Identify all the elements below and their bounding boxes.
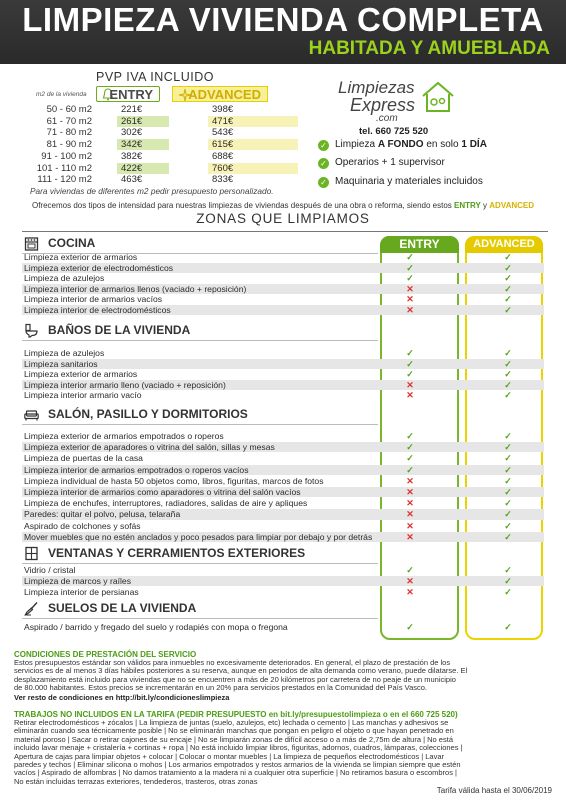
stove-icon (24, 236, 39, 251)
service-label: Limpieza de puertas de la casa (24, 453, 143, 464)
check-icon: ✓ (406, 273, 414, 284)
brand-logo: Limpiezas Express .com (338, 78, 458, 128)
check-icon: ✓ (504, 294, 512, 305)
service-row (22, 509, 544, 519)
entry-price: 422€ (117, 163, 169, 174)
check-icon: ✓ (406, 262, 414, 273)
entry-price: 342€ (117, 139, 169, 150)
service-row (22, 521, 544, 531)
service-label: Limpieza exterior de armarios empotrados o roperos (24, 431, 224, 441)
service-label: Limpieza sanitarios (24, 358, 98, 369)
toilet-icon (24, 323, 39, 338)
section-header (24, 601, 379, 616)
service-row (22, 390, 544, 400)
section-header (24, 407, 379, 422)
window-icon (24, 546, 39, 561)
check-icon: ✓ (406, 431, 414, 441)
entry-price: 463€ (121, 174, 143, 186)
advanced-column-header: ADVANCED (465, 236, 543, 253)
service-label: Limpieza interior de armarios llenos (vaciado + reposición) (24, 283, 247, 294)
service-row (22, 431, 544, 441)
advanced-price-header (172, 86, 268, 102)
section-title: SUELOS DE LA VIVIENDA (48, 601, 197, 615)
service-row (22, 498, 544, 508)
entry-price-header (96, 86, 160, 102)
cross-icon: ✕ (406, 531, 414, 542)
cross-icon: ✕ (406, 475, 414, 486)
service-row (22, 263, 544, 273)
check-circle-icon: ✓ (318, 158, 329, 169)
service-row (22, 465, 544, 475)
page-subtitle: HABITADA Y AMUEBLADA (308, 38, 550, 59)
check-icon: ✓ (504, 283, 512, 294)
service-row (22, 305, 544, 315)
advanced-price: 760€ (208, 163, 298, 174)
validity-note: Tarifa válida hasta el 30/06/2019 (436, 786, 552, 795)
service-label: Limpieza exterior de armarios (24, 252, 138, 262)
price-range: 61 - 70 m2 (46, 115, 92, 127)
intro-text: Ofrecemos dos tipos de intensidad para nuestras limpiezas de viviendas después de una obra o reforma, siendo estos ENTRY y ADVANCED (31, 201, 535, 210)
service-label: Vidrio / cristal (24, 565, 76, 575)
service-label: Limpieza interior armario vacío (24, 390, 142, 401)
entry-price: 302€ (121, 127, 143, 139)
cross-icon: ✕ (406, 305, 414, 315)
service-row (22, 273, 544, 283)
check-icon: ✓ (504, 464, 512, 475)
check-icon: ✓ (504, 262, 512, 273)
cross-icon: ✕ (406, 509, 414, 520)
check-icon: ✓ (504, 273, 512, 284)
advanced-price: 615€ (208, 139, 298, 150)
feature-item: ✓ Limpieza A FONDO en solo 1 DÍA (318, 139, 487, 151)
service-row (22, 359, 544, 369)
section-divider (22, 563, 378, 564)
service-label: Paredes: quitar el polvo, pelusa, telaraña (24, 509, 181, 520)
service-row (22, 453, 544, 463)
entry-column-header: ENTRY (380, 236, 459, 253)
house-logo-icon (420, 80, 456, 114)
service-label: Limpieza interior de armarios como aparadores o vitrina del salón vacíos (24, 487, 301, 497)
service-row (22, 476, 544, 486)
section-header (24, 546, 379, 561)
check-icon: ✓ (504, 498, 512, 509)
advanced-price: 398€ (212, 104, 234, 115)
check-icon: ✓ (406, 442, 414, 453)
check-circle-icon: ✓ (318, 177, 329, 188)
service-row (22, 565, 544, 575)
check-icon: ✓ (504, 520, 512, 531)
feature-item: ✓ Operarios + 1 supervisor (318, 157, 445, 169)
section-divider (22, 618, 378, 619)
service-label: Limpieza de enchufes, interruptores, radiadores, salidas de aire y apliques (24, 498, 308, 509)
advanced-price: 543€ (212, 127, 234, 139)
section-divider (22, 424, 378, 425)
service-label: Limpieza de azulejos (24, 273, 105, 284)
check-icon: ✓ (406, 358, 414, 369)
check-icon: ✓ (406, 622, 414, 632)
cross-icon: ✕ (406, 390, 414, 401)
service-row (22, 532, 544, 542)
service-row (22, 348, 544, 358)
service-label: Aspirado / barrido y fregado del suelo y rodapiés con mopa o fregona (24, 622, 288, 632)
conditions-link[interactable]: Ver resto de condiciones en http://bit.ly/condicioneslimpieza (14, 693, 230, 702)
service-label: Aspirado de colchones y sofás (24, 520, 141, 531)
cross-icon: ✕ (406, 294, 414, 305)
check-icon: ✓ (504, 431, 512, 441)
service-row (22, 380, 544, 390)
service-label: Limpieza interior armario lleno (vaciado + reposición) (24, 379, 226, 390)
service-row (22, 252, 544, 262)
service-label: Limpieza interior de armarios vacíos (24, 294, 163, 305)
price-note: Para viviendas de diferentes m2 pedir presupuesto personalizado. (30, 186, 274, 196)
check-icon: ✓ (504, 531, 512, 542)
section-title: COCINA (48, 236, 96, 250)
price-range: 81 - 90 m2 (46, 139, 92, 151)
service-row (22, 442, 544, 452)
cross-icon: ✕ (406, 587, 414, 598)
service-row (22, 294, 544, 304)
check-icon: ✓ (504, 509, 512, 520)
check-icon: ✓ (504, 379, 512, 390)
service-label: Limpieza exterior de aparadores o vitrina del salón, sillas y mesas (24, 442, 275, 453)
header-banner (0, 0, 566, 64)
zonas-title: ZONAS QUE LIMPIAMOS (196, 211, 370, 226)
excluded-title: TRABAJOS NO INCLUIDOS EN LA TARIFA (PEDIR PRESUPUESTO en bit.ly/presupuestolimpieza o en el 660 725 520) (14, 710, 458, 719)
advanced-price: 833€ (212, 174, 234, 186)
excluded-text: Retirar electrodomésticos + zócalos | La limpieza de juntas (suelo, azulejos, etc) lechada o cemento | Las manchas y adhesivos se eliminarán cuando sea técnicamente posible | No se eliminarán manchas que pongan en peligro el objeto o que hayan penetrado en material poroso | Sacar o retirar cajones de su encaje | No se limpiarán zonas de difícil acceso o a más de 2,75m de altura | No está incluido lavar menaje + cristalería + cortinas + ropa | No está incluido limpiar libros, figuritas, adornos, cuadros, lámparas, colecciones | Apertura de cajas para limpiar objetos + colocar | Colocar o montar muebles | La limpieza de pequeños electrodomésticos | Lavar paredes y techos | Eliminar silicona o mohos | Los armarios empotrados y restos armarios de la vivienda se limpian siempre que estén vacíos | Aspirado de alfombras | No damos tratamiento a la madera ni a cualquier otra superficie | No retiramos basura o escombros | No están incluidas terrazas exteriores, tendederos, trasteros, otras zonas (14, 718, 463, 786)
price-range: 50 - 60 m2 (46, 104, 92, 115)
price-range: 101 - 110 m2 (36, 162, 92, 174)
service-row (22, 587, 544, 597)
cross-icon: ✕ (406, 520, 414, 531)
cross-icon: ✕ (406, 283, 414, 294)
m2-label: m2 de la vivienda (36, 91, 87, 98)
service-row (22, 369, 544, 379)
check-circle-icon: ✓ (318, 140, 329, 151)
service-label: Limpieza de azulejos (24, 348, 105, 358)
check-icon: ✓ (504, 576, 512, 587)
check-icon: ✓ (504, 348, 512, 358)
pvp-label: PVP IVA INCLUIDO (96, 70, 214, 84)
service-label: Limpieza interior de armarios empotrados o roperos vacíos (24, 464, 249, 475)
check-icon: ✓ (504, 475, 512, 486)
advanced-price-header-label: ADVANCED (188, 87, 261, 102)
advanced-price: 471€ (208, 116, 298, 127)
check-icon: ✓ (504, 622, 512, 632)
entry-price: 221€ (121, 104, 143, 115)
feature-item: ✓ Maquinaria y materiales incluidos (318, 176, 483, 188)
service-row (22, 576, 544, 586)
service-row (22, 622, 544, 632)
service-label: Mover muebles que no estén anclados y poco pesados para limpiar por debajo y por detrás (24, 531, 373, 542)
check-icon: ✓ (406, 565, 414, 575)
check-icon: ✓ (406, 252, 414, 262)
service-label: Limpieza exterior de electrodomésticos (24, 262, 174, 273)
service-label: Limpieza individual de hasta 50 objetos como, libros, figuritas, marcos de fotos (24, 475, 324, 486)
service-label: Limpieza exterior de armarios (24, 369, 138, 380)
check-icon: ✓ (504, 358, 512, 369)
cross-icon: ✕ (406, 379, 414, 390)
check-icon: ✓ (504, 587, 512, 598)
check-icon: ✓ (504, 390, 512, 401)
divider (22, 231, 548, 232)
section-title: BAÑOS DE LA VIVIENDA (48, 323, 191, 337)
check-icon: ✓ (406, 453, 414, 464)
check-icon: ✓ (406, 464, 414, 475)
conditions-title: CONDICIONES DE PRESTACIÓN DEL SERVICIO (14, 650, 197, 659)
check-icon: ✓ (504, 442, 512, 453)
section-header (24, 236, 379, 251)
service-label: Limpieza interior de persianas (24, 587, 139, 598)
cross-icon: ✕ (406, 498, 414, 509)
check-icon: ✓ (504, 487, 512, 497)
check-icon: ✓ (504, 369, 512, 380)
section-divider (22, 340, 378, 341)
service-row (22, 284, 544, 294)
conditions-text: Estos presupuestos estándar son válidos para inmuebles no excesivamente deteriorados. En general, el plazo de prestación de los servicios es de al menos 3 días hábiles posteriores a su reserva, aunque en periodos de alta demanda como verano, puede dilatarse. El desplazamiento está incluido para viviendas que no se encuentren a más de 20 kilómetros por carretera de no peaje de un municipio de 80.000 habitantes. Estos precios se incrementarán en un 20% para servicios prestados en la Comunidad del País Vasco. (14, 658, 468, 693)
section-title: VENTANAS Y CERRAMIENTOS EXTERIORES (48, 546, 306, 560)
advanced-price: 688€ (212, 150, 234, 162)
service-label: Limpieza interior de electrodomésticos (24, 305, 171, 315)
service-label: Limpieza de marcos y raíles (24, 576, 131, 587)
broom-icon (24, 601, 39, 616)
check-icon: ✓ (406, 369, 414, 380)
section-title: SALÓN, PASILLO Y DORMITORIOS (48, 407, 248, 421)
section-header (24, 323, 379, 338)
check-icon: ✓ (504, 305, 512, 315)
entry-price: 382€ (121, 150, 143, 162)
price-range: 71 - 80 m2 (46, 127, 92, 139)
cross-icon: ✕ (406, 487, 414, 497)
page-title: LIMPIEZA VIVIENDA COMPLETA (22, 1, 544, 38)
check-icon: ✓ (504, 565, 512, 575)
phone-number: tel. 660 725 520 (359, 126, 429, 137)
check-icon: ✓ (504, 453, 512, 464)
check-icon: ✓ (504, 252, 512, 262)
price-range: 91 - 100 m2 (41, 150, 92, 162)
entry-price: 261€ (117, 116, 169, 127)
check-icon: ✓ (406, 348, 414, 358)
sofa-icon (24, 407, 39, 422)
price-range: 111 - 120 m2 (37, 174, 92, 186)
cross-icon: ✕ (406, 576, 414, 587)
entry-price-header-label: ENTRY (109, 87, 153, 102)
service-row (22, 487, 544, 497)
